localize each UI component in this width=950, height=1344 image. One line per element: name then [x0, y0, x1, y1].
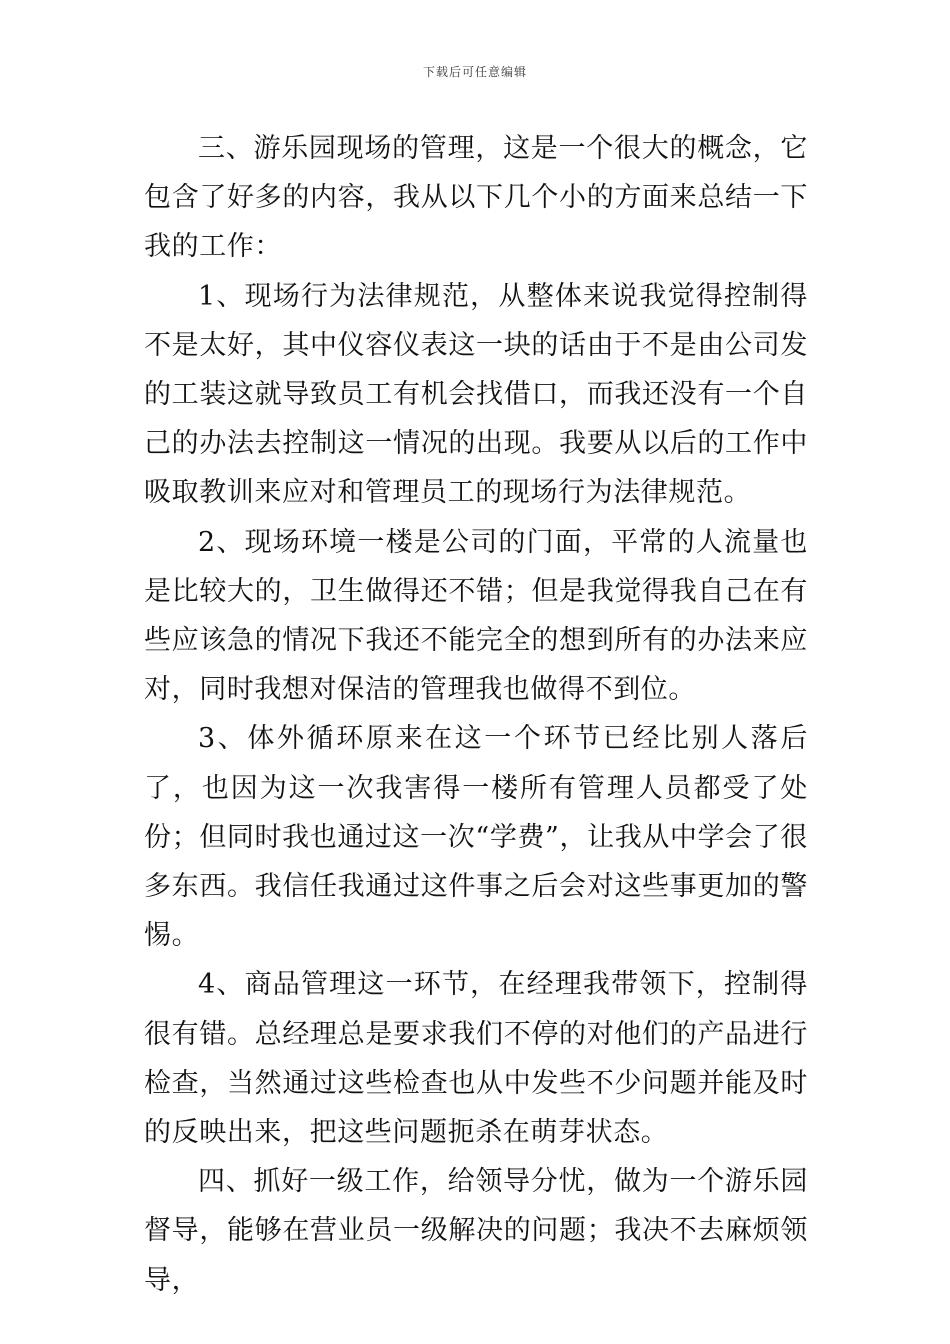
document-body: [144, 124, 808, 1305]
paragraph-section-4: 四、抓好一级工作，给领导分忧，做为一个游乐园督导，能够在营业员一级解决的问题；我决不去麻烦领导，: [144, 1166, 808, 1296]
paragraph-item-1: 1、现场行为法律规范，从整体来说我觉得控制得不是太好，其中仪容仪表这一块的话由于不是由公司发的工装这就导致员工有机会找借口，而我还没有一个自己的办法去控制这一情况的出现。我要从以后的工作中吸取教训来应对和管理员工的现场行为法律规范。: [144, 280, 808, 509]
paragraph-item-4: 4、商品管理这一环节，在经理我带领下，控制得很有错。总经理总是要求我们不停的对他们的产品进行检查，当然通过这些检查也从中发些不少问题并能及时的反映出来，把这些问题扼杀在萌芽状态。: [144, 969, 808, 1149]
paragraph-item-3: 3、体外循环原来在这一个环节已经比别人落后了，也因为这一次我害得一楼所有管理人员都受了处份；但同时我也通过这一次“学费”，让我从中学会了很多东西。我信任我通过这件事之后会对这些事更加的警惕。: [144, 723, 808, 952]
paragraph-section-3: 三、游乐园现场的管理，这是一个很大的概念，它包含了好多的内容，我从以下几个小的方面来总结一下我的工作：: [144, 133, 808, 263]
page-header-note: 下载后可任意编辑: [422, 65, 527, 79]
paragraph-item-2: 2、现场环境一楼是公司的门面，平常的人流量也是比较大的，卫生做得还不错；但是我觉得我自己在有些应该急的情况下我还不能完全的想到所有的办法来应对，同时我想对保洁的管理我也做得不到位。: [144, 526, 808, 706]
